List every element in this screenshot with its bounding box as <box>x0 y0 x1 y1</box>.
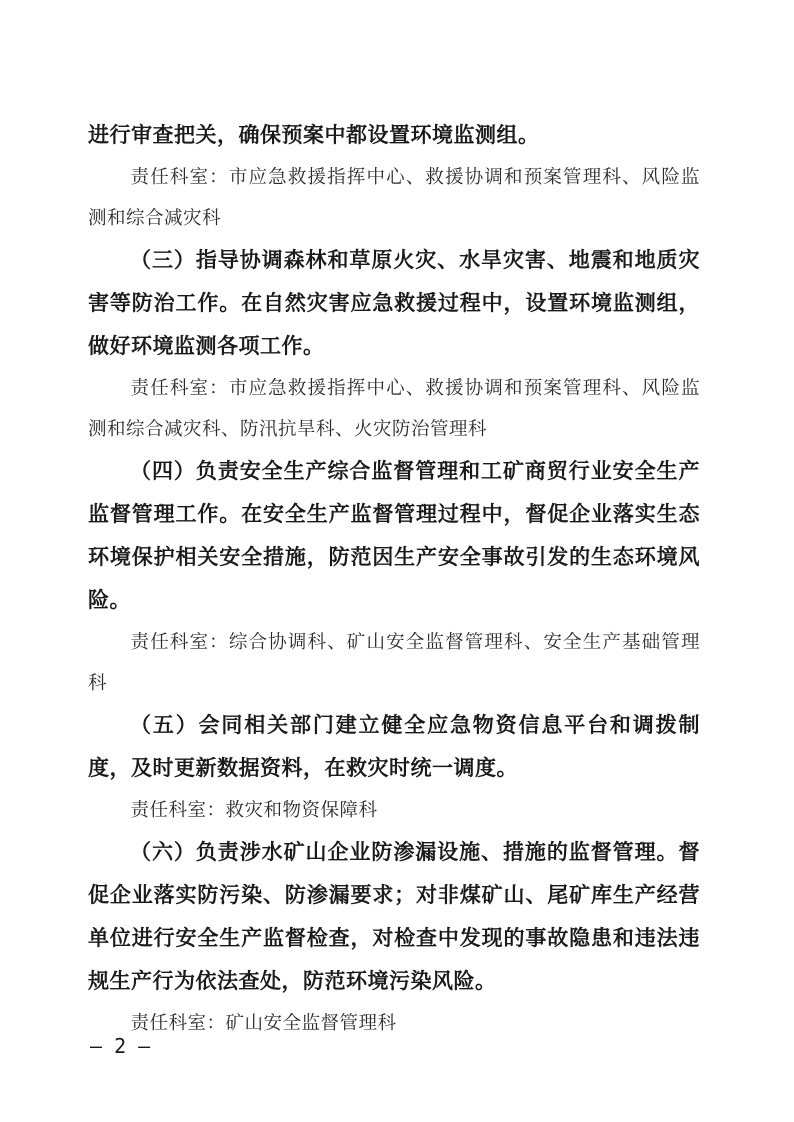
responsible-office-5: 责任科室：救灾和物资保障科 <box>130 800 378 821</box>
responsible-office-1: 责任科室：市应急救援指挥中心、救援协调和预案管理科、风险监测和综合减灾科 <box>88 167 700 229</box>
responsible-office-3: 责任科室：市应急救援指挥中心、救援协调和预案管理科、风险监测和综合减灾科、防汛抗旱科、火灾防治管理科 <box>88 378 700 440</box>
item-three: （三）指导协调森林和草原火灾、水旱灾害、地震和地质灾害等防治工作。在自然灾害应急救援过程中，设置环境监测组，做好环境监测各项工作。 <box>88 248 700 358</box>
responsible-office-6: 责任科室：矿山安全监督管理科 <box>130 1013 397 1034</box>
item-five: （五）会同相关部门建立健全应急物资信息平台和调拨制度，及时更新数据资料，在救灾时统一调度。 <box>88 713 700 780</box>
document-body <box>88 114 700 1044</box>
item-four: （四）负责安全生产综合监督管理和工矿商贸行业安全生产监督管理工作。在安全生产监督管理过程中，督促企业落实生态环境保护相关安全措施，防范因生产安全事故引发的生态环境风险。 <box>88 459 700 612</box>
paragraph-continuation: 进行审查把关，确保预案中都设置环境监测组。 <box>88 123 540 147</box>
page-number: — 2 — <box>90 1034 151 1058</box>
item-six: （六）负责涉水矿山企业防渗漏设施、措施的监督管理。督促企业落实防污染、防渗漏要求；对非煤矿山、尾矿库生产经营单位进行安全生产监督检查，对检查中发现的事故隐患和违法违规生产行为依法查处，防范环境污染风险。 <box>88 840 700 993</box>
responsible-office-4: 责任科室：综合协调科、矿山安全监督管理科、安全生产基础管理科 <box>88 632 700 694</box>
